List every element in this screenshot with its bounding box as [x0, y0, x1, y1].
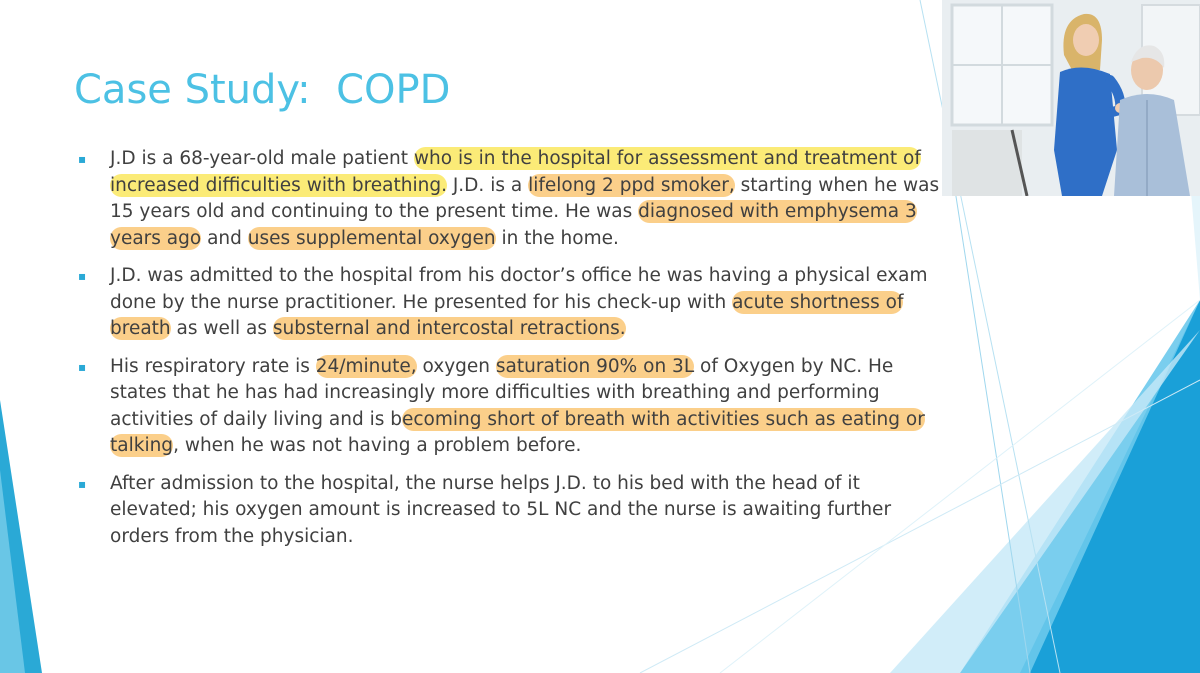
bullet-item	[78, 263, 948, 343]
text-segment: After admission to the hospital, the nurse helps J.D. to his bed with the head of it elevated; his oxygen amount is increased to 5L NC and the nurse is awaiting further orders from the physician.	[110, 472, 892, 547]
text-segment: , when he was not having a problem before.	[173, 435, 582, 456]
highlighted-text: uses supplemental oxygen	[247, 227, 496, 249]
highlighted-text: acute shortness of breath	[110, 291, 904, 339]
bullet-marker-icon: ▪	[78, 476, 87, 491]
text-segment: oxygen	[416, 355, 496, 377]
bullet-item	[78, 146, 948, 252]
bullet-text	[110, 265, 928, 340]
bullet-item	[78, 471, 948, 551]
highlighted-text: saturation 90% on 3L	[495, 355, 695, 377]
bullet-text	[110, 473, 891, 547]
bullet-marker-icon: ▪	[78, 359, 87, 374]
highlighted-text: diagnosed with emphysema 3 years ago	[110, 201, 917, 249]
text-segment: J.D is a 68-year-old male patient	[110, 148, 414, 169]
text-segment: as well as	[170, 318, 273, 339]
text-segment: and	[201, 227, 248, 249]
bullet-item	[78, 354, 948, 460]
highlighted-text: substernal and intercostal retractions.	[272, 318, 626, 339]
highlighted-text: 24/minute,	[315, 355, 417, 377]
slide-title: Case Study: COPD	[74, 67, 451, 113]
bullet-list	[78, 146, 948, 561]
text-segment: J.D. is a	[446, 174, 529, 196]
text-segment: of Oxygen by NC. He states that he has had increasingly more difficulties with breathing and performing activities of daily living and is b	[110, 355, 894, 430]
highlighted-text: lifelong 2 ppd smoker,	[528, 174, 735, 196]
text-segment: His respiratory rate is	[110, 355, 316, 377]
text-segment: in the home.	[495, 227, 619, 249]
text-segment: J.D. was admitted to the hospital from his doctor’s office he was having a physical exam done by the nurse practitioner. He presented for his check-up with	[110, 265, 928, 313]
bullet-marker-icon: ▪	[78, 269, 87, 283]
highlighted-text: ecoming short of breath with activities such as eating or talking	[110, 408, 925, 456]
bullet-text	[110, 355, 925, 458]
text-segment: starting when he was 15 years old and continuing to the present time. He was	[110, 174, 940, 222]
bullet-marker-icon: ▪	[78, 152, 87, 166]
nurse-patient-photo	[942, 0, 1200, 196]
bullet-text	[110, 147, 939, 250]
highlighted-text: who is in the hospital for assessment and treatment of increased difficulties with breathing.	[110, 148, 921, 196]
